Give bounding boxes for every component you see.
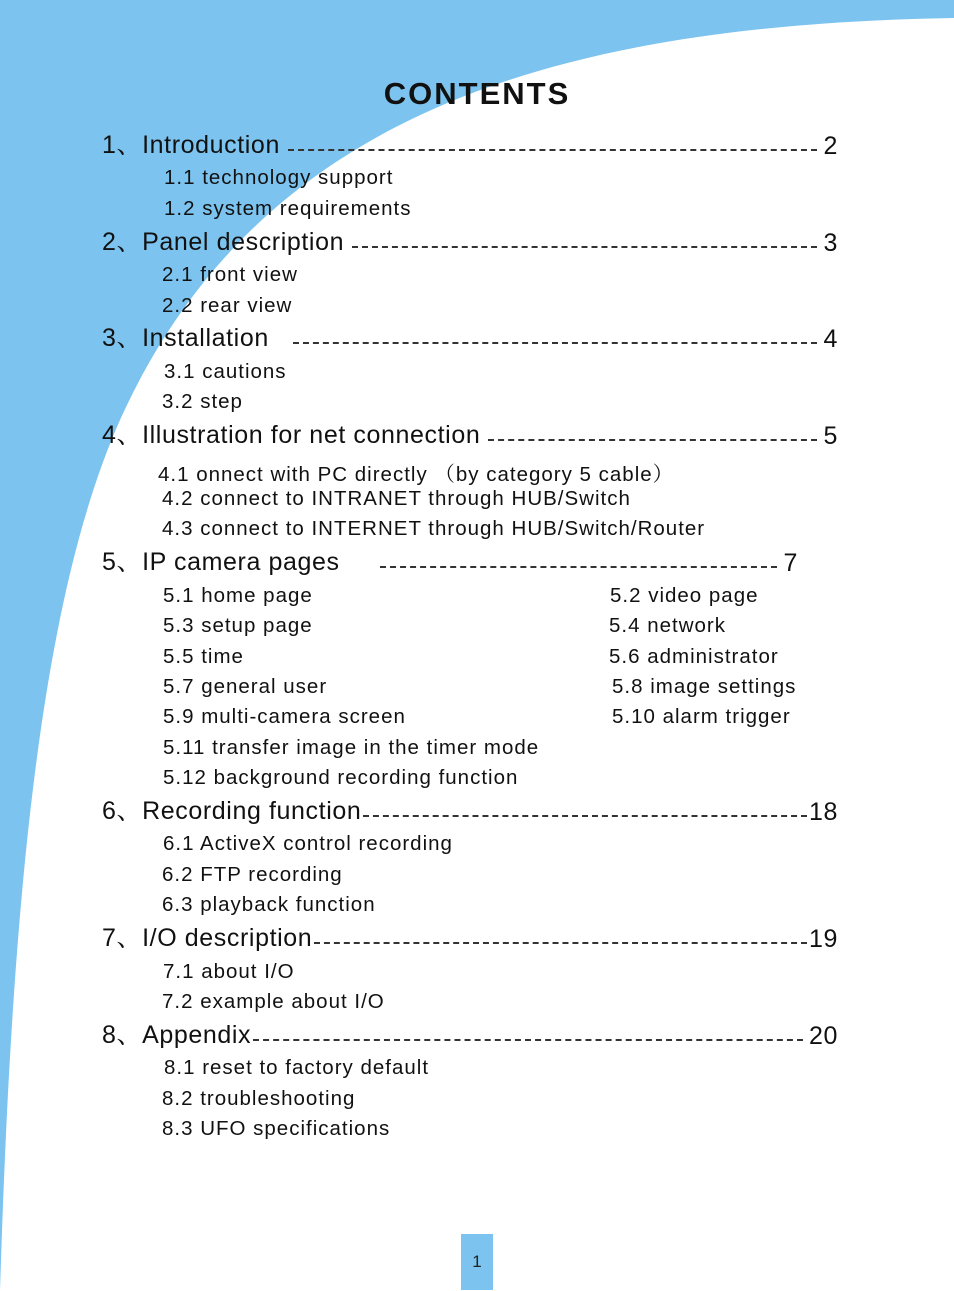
toc-item[interactable]: 6.2 FTP recording: [162, 863, 343, 886]
toc-item[interactable]: 5.5 time: [163, 645, 244, 668]
toc-item[interactable]: 8.3 UFO specifications: [162, 1117, 391, 1140]
chapter-ip-camera-pages[interactable]: [102, 546, 798, 578]
chapter-label: 6、Recording function: [102, 797, 362, 825]
leader-dashes: [363, 815, 807, 817]
toc-item[interactable]: 5.1 home page: [163, 584, 313, 607]
toc-item[interactable]: 6.3 playback function: [162, 893, 376, 916]
toc-item[interactable]: 5.11 transfer image in the timer mode: [163, 736, 540, 759]
toc-item[interactable]: 8.2 troubleshooting: [162, 1087, 356, 1110]
chapter-label: 1、Introduction: [102, 131, 280, 159]
page-title: CONTENTS: [383, 76, 571, 111]
chapter-label: 8、Appendix: [102, 1021, 252, 1049]
chapter-net-connection[interactable]: [102, 419, 838, 451]
toc-item[interactable]: 5.8 image settings: [612, 675, 797, 698]
chapter-recording-function[interactable]: [102, 795, 838, 827]
chapter-label: 7、I/O description: [102, 924, 313, 952]
leader-dashes: [314, 942, 807, 944]
toc-item[interactable]: 4.1 onnect with PC directly （by category 5 cable）: [158, 463, 675, 486]
leader-dashes: [488, 439, 817, 441]
toc-item[interactable]: 5.10 alarm trigger: [612, 705, 791, 728]
chapter-page-number: 7: [783, 549, 798, 577]
toc-item[interactable]: 1.1 technology support: [164, 166, 394, 189]
chapter-label: 3、Installation: [102, 324, 269, 352]
toc-item[interactable]: 7.1 about I/O: [163, 960, 295, 983]
toc-item[interactable]: 4.2 connect to INTRANET through HUB/Switch: [162, 487, 631, 510]
chapter-io-description[interactable]: [102, 922, 838, 954]
toc-item[interactable]: 5.6 administrator: [609, 645, 779, 668]
page-number-tab: 1: [461, 1234, 493, 1290]
chapter-appendix[interactable]: [102, 1019, 838, 1051]
chapter-label: 4、Illustration for net connection: [102, 421, 481, 449]
chapter-page-number: 2: [823, 132, 838, 160]
chapter-label: 2、Panel description: [102, 228, 345, 256]
chapter-page-number: 5: [823, 422, 838, 450]
leader-dashes: [253, 1039, 803, 1041]
toc-item[interactable]: 4.3 connect to INTERNET through HUB/Switch/Router: [162, 517, 706, 540]
chapter-installation[interactable]: [102, 322, 838, 354]
toc-item[interactable]: 3.1 cautions: [164, 360, 287, 383]
toc-item[interactable]: 2.2 rear view: [162, 294, 293, 317]
leader-dashes: [288, 149, 818, 151]
leader-dashes: [352, 246, 817, 248]
chapter-introduction[interactable]: [102, 129, 838, 161]
toc-item[interactable]: 8.1 reset to factory default: [164, 1056, 430, 1079]
chapter-page-number: 19: [808, 925, 838, 953]
chapter-label: 5、IP camera pages: [102, 548, 340, 576]
toc-item[interactable]: 1.2 system requirements: [164, 197, 412, 220]
toc-item[interactable]: 2.1 front view: [162, 263, 298, 286]
toc-item[interactable]: 7.2 example about I/O: [162, 990, 385, 1013]
chapter-page-number: 18: [808, 798, 838, 826]
chapter-panel-description[interactable]: [102, 226, 838, 258]
chapter-page-number: 3: [823, 229, 838, 257]
chapter-page-number: 4: [823, 325, 838, 353]
leader-dashes: [380, 566, 778, 568]
toc-item[interactable]: 5.9 multi-camera screen: [163, 705, 406, 728]
chapter-page-number: 20: [808, 1022, 838, 1050]
leader-dashes: [293, 342, 818, 344]
toc-item[interactable]: 5.3 setup page: [163, 614, 313, 637]
toc-item[interactable]: 6.1 ActiveX control recording: [163, 832, 453, 855]
toc-item[interactable]: 3.2 step: [162, 390, 243, 413]
toc-item[interactable]: 5.12 background recording function: [163, 766, 519, 789]
toc-item[interactable]: 5.7 general user: [163, 675, 328, 698]
toc-item[interactable]: 5.2 video page: [610, 584, 759, 607]
toc-item[interactable]: 5.4 network: [609, 614, 726, 637]
